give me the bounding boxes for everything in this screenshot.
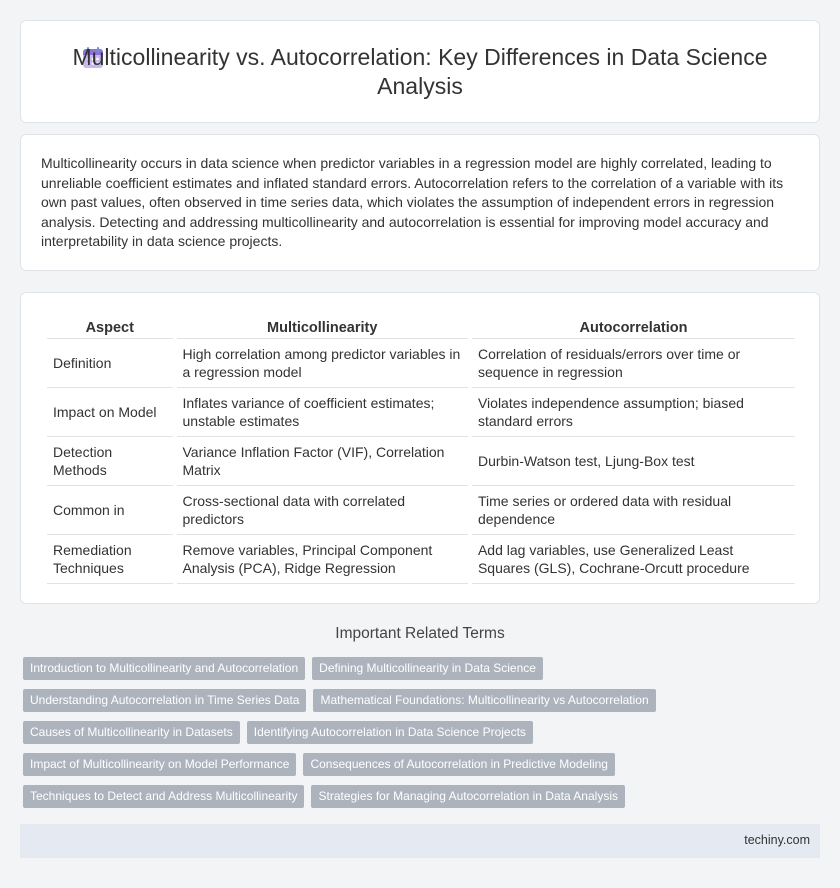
aspect-cell: Impact on Model <box>47 388 173 437</box>
table-row <box>47 388 795 437</box>
table-row <box>47 486 795 535</box>
autocorrelation-cell: Add lag variables, use Generalized Least Squares (GLS), Cochrane-Orcutt procedure <box>472 535 795 584</box>
tag-row <box>23 689 823 712</box>
tag-row <box>23 753 823 776</box>
autocorrelation-cell: Violates independence assumption; biased standard errors <box>472 388 795 437</box>
aspect-cell: Common in <box>47 486 173 535</box>
autocorrelation-cell: Correlation of residuals/errors over time or sequence in regression <box>472 339 795 388</box>
related-term-link[interactable]: Defining Multicollinearity in Data Science <box>312 657 543 680</box>
footer <box>20 824 820 858</box>
table-row <box>47 437 795 486</box>
related-term-link[interactable]: Causes of Multicollinearity in Datasets <box>23 721 240 744</box>
comparison-card <box>20 292 820 604</box>
footer-site-link[interactable]: techiny.com <box>744 833 810 847</box>
related-term-link[interactable]: Identifying Autocorrelation in Data Science Projects <box>247 721 533 744</box>
related-term-link[interactable]: Consequences of Autocorrelation in Predictive Modeling <box>303 753 615 776</box>
related-terms-title: Important Related Terms <box>335 625 505 642</box>
column-header: Aspect <box>47 315 173 339</box>
tag-row <box>23 657 823 680</box>
multicollinearity-cell: Remove variables, Principal Component Analysis (PCA), Ridge Regression <box>177 535 468 584</box>
related-term-link[interactable]: Impact of Multicollinearity on Model Performance <box>23 753 296 776</box>
table-row <box>47 535 795 584</box>
multicollinearity-cell: Inflates variance of coefficient estimates; unstable estimates <box>177 388 468 437</box>
aspect-cell: Definition <box>47 339 173 388</box>
autocorrelation-cell: Durbin-Watson test, Ljung-Box test <box>472 437 795 486</box>
related-terms-list <box>23 657 823 817</box>
intro-paragraph: Multicollinearity occurs in data science when predictor variables in a regression model are highly correlated, leading to unreliable coefficient estimates and inflated standard errors. Autocorrelation refers to the correlation of a variable with its own past values, often observed in time series data, which violates the assumption of independent errors in regression analysis. Detecting and addressing multicollinearity and autocorrelation is essential for improving model accuracy and interpretability in data science projects. <box>41 155 784 249</box>
page-title: Multicollinearity vs. Autocorrelation: Key Differences in Data Science Analysis <box>72 44 768 99</box>
column-header: Autocorrelation <box>472 315 795 339</box>
related-term-link[interactable]: Understanding Autocorrelation in Time Series Data <box>23 689 306 712</box>
aspect-cell: Detection Methods <box>47 437 173 486</box>
multicollinearity-cell: High correlation among predictor variables in a regression model <box>177 339 468 388</box>
intro-card <box>20 134 820 271</box>
tag-row <box>23 721 823 744</box>
related-term-link[interactable]: Techniques to Detect and Address Multicollinearity <box>23 785 304 808</box>
multicollinearity-cell: Cross-sectional data with correlated predictors <box>177 486 468 535</box>
column-header: Multicollinearity <box>177 315 468 339</box>
header-card <box>20 20 820 123</box>
related-term-link[interactable]: Strategies for Managing Autocorrelation in Data Analysis <box>311 785 625 808</box>
aspect-cell: Remediation Techniques <box>47 535 173 584</box>
related-term-link[interactable]: Mathematical Foundations: Multicollinearity vs Autocorrelation <box>313 689 655 712</box>
comparison-table <box>43 315 799 584</box>
tag-row <box>23 785 823 808</box>
related-term-link[interactable]: Introduction to Multicollinearity and Autocorrelation <box>23 657 305 680</box>
autocorrelation-cell: Time series or ordered data with residual dependence <box>472 486 795 535</box>
table-row <box>47 339 795 388</box>
table-header-row <box>47 315 795 339</box>
multicollinearity-cell: Variance Inflation Factor (VIF), Correlation Matrix <box>177 437 468 486</box>
